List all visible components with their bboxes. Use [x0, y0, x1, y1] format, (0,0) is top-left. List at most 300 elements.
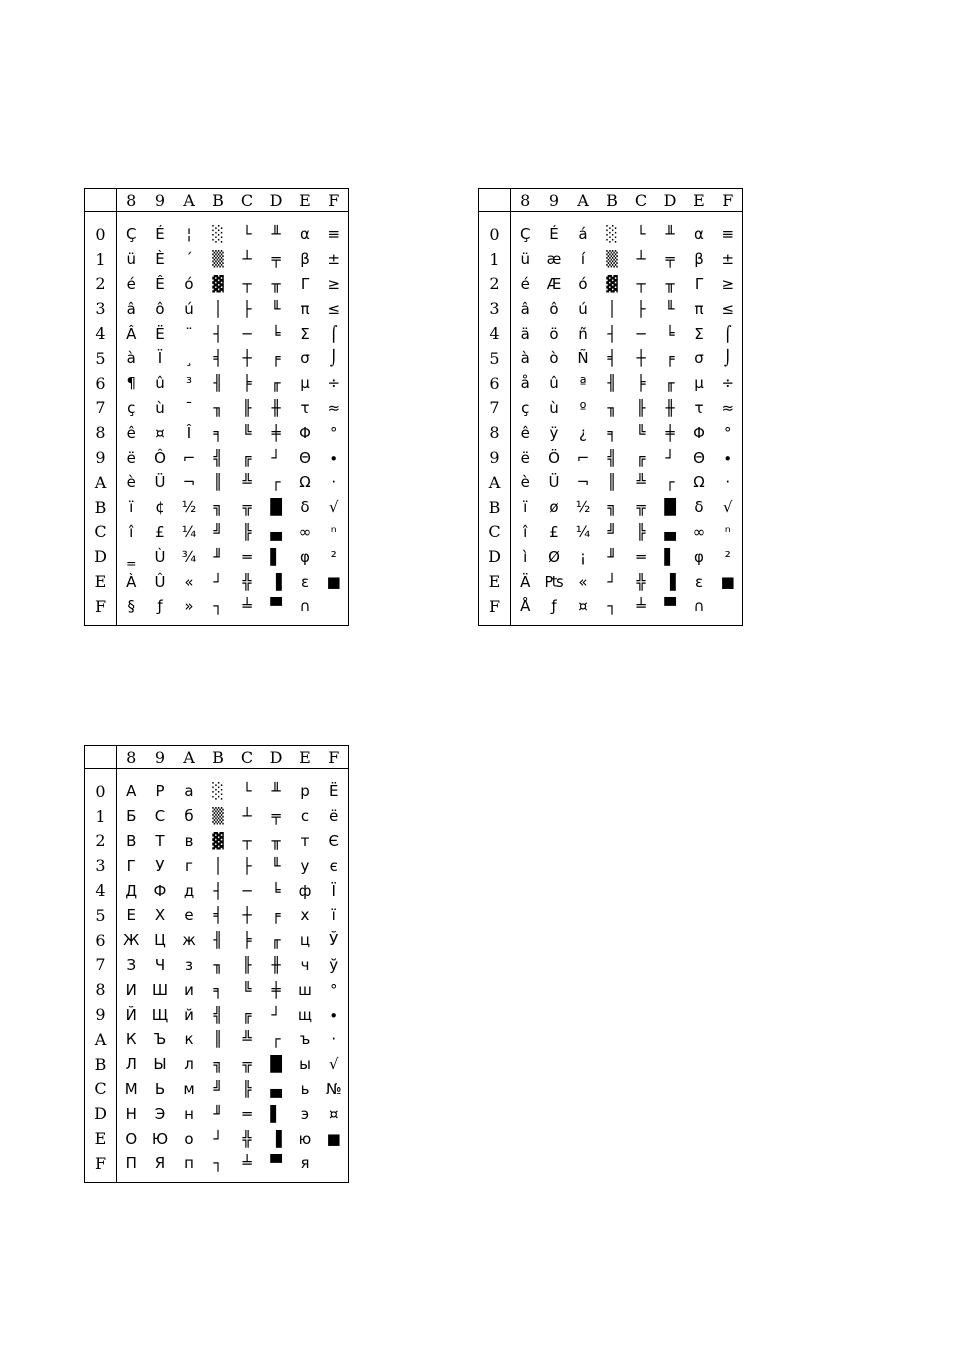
- table-row: [479, 544, 743, 569]
- char-cell: ├: [242, 856, 252, 875]
- table-row: [85, 977, 349, 1002]
- char-cell: ≈: [327, 398, 341, 417]
- table-row: [85, 495, 349, 520]
- char-cell: ₧: [544, 572, 564, 591]
- char-cell: ї: [331, 906, 336, 925]
- char-cell: Й: [125, 1005, 137, 1024]
- char-cell: ў: [329, 955, 339, 974]
- char-cell: Ü: [154, 473, 166, 492]
- char-cell: ¨: [185, 324, 193, 343]
- char-cell: М: [124, 1079, 138, 1098]
- char-cell: Ç: [520, 225, 531, 244]
- char-cell: ▌: [664, 547, 676, 566]
- char-cell: å: [520, 374, 530, 393]
- row-header: 7: [85, 953, 117, 978]
- char-cell: К: [125, 1030, 137, 1049]
- column-header: B: [598, 189, 627, 212]
- char-cell: ё: [329, 807, 339, 826]
- char-cell: ╪: [271, 423, 281, 442]
- row-header: 9: [85, 445, 117, 470]
- char-cell: ╞: [242, 931, 252, 950]
- char-cell: О: [125, 1129, 138, 1148]
- char-cell: ╩: [242, 1030, 252, 1049]
- char-cell: ═: [636, 547, 646, 566]
- char-cell: ç: [127, 398, 136, 417]
- row-header: 0: [85, 769, 117, 804]
- char-cell: ╥: [271, 274, 281, 293]
- table-row: [479, 371, 743, 396]
- column-header: C: [233, 189, 262, 212]
- column-header: A: [175, 746, 204, 769]
- char-cell: φ: [694, 547, 704, 566]
- row-header: E: [85, 1126, 117, 1151]
- char-cell: β: [300, 250, 310, 269]
- char-cell: у: [300, 856, 310, 875]
- char-cell: ▓: [606, 274, 618, 293]
- char-cell: ╫: [665, 398, 675, 417]
- column-header: 8: [117, 746, 146, 769]
- char-cell: ъ: [299, 1030, 311, 1049]
- char-cell: ε: [300, 572, 310, 591]
- char-cell: █: [270, 498, 282, 517]
- row-header: 6: [85, 928, 117, 953]
- table-row: [85, 396, 349, 421]
- char-cell: ò: [549, 349, 559, 368]
- char-cell: Σ: [694, 324, 704, 343]
- char-cell: ²: [330, 547, 337, 566]
- char-cell: °: [330, 423, 338, 442]
- char-cell: ▐: [270, 1129, 282, 1148]
- table-row: [479, 396, 743, 421]
- char-cell: а: [184, 782, 194, 801]
- char-cell: ╜: [213, 547, 223, 566]
- char-cell: ü: [520, 250, 530, 269]
- char-cell: ▌: [270, 1104, 282, 1123]
- table-row: [85, 1077, 349, 1102]
- char-cell: Ў: [329, 931, 339, 950]
- code-table-3: [84, 745, 349, 1183]
- char-cell: ≡: [327, 225, 341, 244]
- char-cell: ┐: [607, 597, 617, 616]
- char-cell: ó: [578, 274, 588, 293]
- char-cell: Е: [126, 906, 136, 925]
- char-cell: ╔: [242, 1005, 252, 1024]
- char-cell: [320, 594, 349, 625]
- char-cell: ▌: [270, 547, 282, 566]
- char-cell: ║: [213, 1030, 223, 1049]
- column-header: 8: [511, 189, 540, 212]
- char-cell: б: [184, 807, 194, 826]
- char-cell: ╪: [665, 423, 675, 442]
- column-header: B: [204, 746, 233, 769]
- row-header: A: [85, 1027, 117, 1052]
- table-row: [479, 346, 743, 371]
- char-cell: £: [155, 522, 165, 541]
- row-header: F: [85, 1151, 117, 1182]
- char-cell: и: [184, 980, 194, 999]
- table-row: [85, 247, 349, 272]
- char-cell: █: [664, 498, 676, 517]
- char-cell: ╡: [607, 349, 617, 368]
- char-cell: ≡: [721, 225, 735, 244]
- row-header: B: [85, 495, 117, 520]
- row-header: 0: [479, 212, 511, 247]
- column-header: E: [291, 189, 320, 212]
- char-cell: Ø: [548, 547, 560, 566]
- char-cell: ╦: [242, 1055, 252, 1074]
- char-cell: ╦: [242, 498, 252, 517]
- char-cell: ╟: [636, 398, 646, 417]
- row-header: 3: [479, 296, 511, 321]
- char-cell: Ю: [151, 1129, 169, 1148]
- char-cell: ╚: [242, 423, 252, 442]
- char-cell: ∙: [329, 1005, 339, 1024]
- char-cell: Ô: [154, 448, 166, 467]
- char-cell: ╒: [271, 349, 281, 368]
- char-cell: ─: [636, 324, 646, 343]
- char-cell: ╕: [213, 980, 223, 999]
- char-cell: Γ: [694, 274, 704, 293]
- char-cell: ⌠: [329, 324, 338, 343]
- char-cell: ▐: [664, 572, 676, 591]
- char-cell: ∙: [723, 448, 733, 467]
- char-cell: ▄: [664, 522, 676, 541]
- row-header: 6: [479, 371, 511, 396]
- char-cell: ÷: [721, 374, 735, 393]
- char-cell: №: [325, 1079, 342, 1098]
- row-header: 2: [85, 829, 117, 854]
- char-cell: Х: [154, 906, 166, 925]
- column-header: D: [262, 189, 291, 212]
- char-cell: ║: [607, 473, 617, 492]
- char-cell: ┘: [213, 1129, 223, 1148]
- char-cell: Г: [126, 856, 136, 875]
- char-cell: └: [636, 225, 646, 244]
- char-cell: Θ: [693, 448, 705, 467]
- row-header: C: [85, 1077, 117, 1102]
- char-cell: [714, 594, 743, 625]
- char-cell: ë: [520, 448, 530, 467]
- row-header: D: [85, 1101, 117, 1126]
- char-cell: α: [300, 225, 310, 244]
- char-cell: ┼: [242, 906, 252, 925]
- char-cell: ╗: [213, 498, 223, 517]
- char-cell: н: [184, 1104, 194, 1123]
- table-row: [479, 420, 743, 445]
- row-header: B: [479, 495, 511, 520]
- char-cell: ╥: [271, 831, 281, 850]
- char-cell: ╧: [636, 597, 646, 616]
- char-cell: ┤: [213, 324, 223, 343]
- char-cell: ц: [299, 931, 311, 950]
- char-cell: ╓: [665, 374, 675, 393]
- char-cell: ╬: [242, 572, 252, 591]
- char-cell: σ: [694, 349, 704, 368]
- char-cell: ¦: [186, 225, 192, 244]
- char-cell: Ц: [154, 931, 166, 950]
- char-cell: Ê: [155, 274, 165, 293]
- char-cell: м: [183, 1079, 195, 1098]
- char-cell: ╕: [607, 423, 617, 442]
- table-row: [85, 520, 349, 545]
- char-cell: Р: [155, 782, 165, 801]
- table-row: [85, 371, 349, 396]
- char-cell: ╚: [242, 980, 252, 999]
- char-cell: ╘: [271, 881, 281, 900]
- row-header: F: [85, 594, 117, 625]
- char-cell: ⌐: [576, 448, 590, 467]
- char-cell: [320, 1151, 349, 1182]
- char-cell: ╘: [271, 324, 281, 343]
- char-cell: Φ: [299, 423, 311, 442]
- char-cell: ¡: [579, 547, 586, 566]
- char-cell: ▐: [270, 572, 282, 591]
- char-cell: Н: [125, 1104, 137, 1123]
- char-cell: ▓: [212, 274, 224, 293]
- table-row: [479, 212, 743, 247]
- char-cell: л: [184, 1055, 194, 1074]
- char-cell: è: [520, 473, 530, 492]
- char-cell: Ь: [154, 1079, 166, 1098]
- column-header-row: [85, 189, 349, 212]
- row-header: 2: [85, 272, 117, 297]
- char-cell: ¼: [575, 522, 591, 541]
- char-cell: π: [300, 299, 310, 318]
- char-cell: э: [300, 1104, 310, 1123]
- table-row: [85, 903, 349, 928]
- table-row: [479, 569, 743, 594]
- char-cell: ê: [520, 423, 530, 442]
- row-header: 0: [85, 212, 117, 247]
- column-header: A: [175, 189, 204, 212]
- char-cell: à: [126, 349, 136, 368]
- char-cell: ╢: [607, 374, 617, 393]
- char-cell: ´: [185, 250, 193, 269]
- row-header: D: [85, 544, 117, 569]
- char-cell: ª: [579, 374, 587, 393]
- char-cell: ╣: [213, 1005, 223, 1024]
- char-cell: ░: [606, 225, 618, 244]
- char-cell: ╙: [665, 299, 675, 318]
- char-cell: β: [694, 250, 704, 269]
- char-cell: ╗: [607, 498, 617, 517]
- table-row: [479, 445, 743, 470]
- table-row: [85, 569, 349, 594]
- row-header: 8: [479, 420, 511, 445]
- char-cell: ·: [725, 473, 731, 492]
- char-cell: Ñ: [577, 349, 589, 368]
- char-cell: Є: [328, 831, 339, 850]
- char-cell: √: [328, 498, 339, 517]
- char-cell: ╩: [242, 473, 252, 492]
- char-cell: ╝: [213, 1079, 223, 1098]
- char-cell: И: [125, 980, 137, 999]
- char-cell: ░: [212, 225, 224, 244]
- char-cell: ф: [298, 881, 312, 900]
- char-cell: ■: [720, 572, 735, 591]
- char-cell: ╒: [271, 906, 281, 925]
- char-cell: Ü: [548, 473, 560, 492]
- table-row: [85, 1027, 349, 1052]
- char-cell: °: [330, 980, 338, 999]
- char-cell: τ: [694, 398, 704, 417]
- char-cell: Ω: [299, 473, 311, 492]
- char-cell: Å: [520, 597, 531, 616]
- row-header: 4: [85, 878, 117, 903]
- char-cell: ⁿ: [330, 522, 337, 541]
- char-cell: ±: [327, 250, 341, 269]
- char-cell: é: [126, 274, 136, 293]
- char-cell: ∩: [299, 597, 311, 616]
- char-cell: ¢: [155, 498, 165, 517]
- char-cell: щ: [297, 1005, 313, 1024]
- char-cell: ┼: [636, 349, 646, 368]
- char-cell: Я: [154, 1154, 166, 1173]
- char-cell: Θ: [299, 448, 311, 467]
- row-header: 9: [479, 445, 511, 470]
- char-cell: ²: [724, 547, 731, 566]
- char-cell: φ: [300, 547, 310, 566]
- char-cell: ╝: [607, 522, 617, 541]
- char-cell: ÿ: [549, 423, 559, 442]
- char-cell: о: [184, 1129, 194, 1148]
- char-cell: ╜: [607, 547, 617, 566]
- char-cell: Т: [155, 831, 165, 850]
- char-cell: Æ: [546, 274, 562, 293]
- char-cell: ¯: [185, 398, 193, 417]
- table-row: [85, 928, 349, 953]
- char-cell: Ж: [123, 931, 140, 950]
- char-cell: ы: [299, 1055, 311, 1074]
- char-cell: ┤: [213, 881, 223, 900]
- char-cell: σ: [300, 349, 310, 368]
- char-cell: µ: [300, 374, 310, 393]
- char-cell: ∙: [329, 448, 339, 467]
- char-cell: ╧: [242, 597, 252, 616]
- char-cell: С: [154, 807, 166, 826]
- char-cell: ±: [721, 250, 735, 269]
- char-cell: §: [127, 597, 135, 616]
- char-cell: ╣: [213, 448, 223, 467]
- char-cell: ╤: [271, 807, 281, 826]
- char-cell: ƒ: [157, 597, 163, 616]
- char-cell: с: [300, 807, 310, 826]
- char-cell: ╨: [271, 225, 281, 244]
- char-cell: ╫: [271, 955, 281, 974]
- char-cell: ·: [331, 1030, 337, 1049]
- char-cell: α: [694, 225, 704, 244]
- char-cell: ⌡: [723, 349, 732, 368]
- char-cell: ┘: [213, 572, 223, 591]
- table-row: [85, 212, 349, 247]
- char-cell: ú: [184, 299, 194, 318]
- char-cell: ╤: [271, 250, 281, 269]
- char-cell: π: [694, 299, 704, 318]
- char-cell: à: [520, 349, 530, 368]
- char-cell: Д: [125, 881, 138, 900]
- char-cell: ├: [636, 299, 646, 318]
- column-header: F: [320, 189, 349, 212]
- char-cell: ╬: [242, 1129, 252, 1148]
- char-cell: ╖: [213, 955, 223, 974]
- char-cell: ô: [549, 299, 559, 318]
- char-cell: ■: [326, 572, 341, 591]
- char-cell: ╕: [213, 423, 223, 442]
- char-cell: √: [722, 498, 733, 517]
- char-cell: е: [184, 906, 194, 925]
- char-cell: ┬: [242, 274, 252, 293]
- column-header-row: [85, 746, 349, 769]
- char-cell: ╞: [242, 374, 252, 393]
- table-row: [85, 1101, 349, 1126]
- char-cell: î: [129, 522, 134, 541]
- char-cell: ü: [126, 250, 136, 269]
- column-header: C: [233, 746, 262, 769]
- column-header: D: [262, 746, 291, 769]
- table-row: [85, 769, 349, 804]
- table-row: [85, 829, 349, 854]
- char-cell: ▒: [606, 250, 618, 269]
- char-cell: À: [126, 572, 137, 591]
- char-cell: ю: [298, 1129, 312, 1148]
- char-cell: ┘: [271, 1005, 281, 1024]
- table-row: [85, 804, 349, 829]
- char-cell: в: [184, 831, 194, 850]
- char-cell: ь: [300, 1079, 310, 1098]
- char-cell: ┼: [242, 349, 252, 368]
- char-cell: ╧: [242, 1154, 252, 1173]
- char-cell: ╨: [271, 782, 281, 801]
- char-cell: Ë: [155, 324, 165, 343]
- char-cell: ½: [575, 498, 591, 517]
- row-header: C: [85, 520, 117, 545]
- char-cell: └: [242, 782, 252, 801]
- char-cell: °: [724, 423, 732, 442]
- char-cell: Σ: [300, 324, 310, 343]
- char-cell: á: [578, 225, 588, 244]
- row-header: 8: [85, 420, 117, 445]
- row-header: 5: [85, 903, 117, 928]
- char-cell: з: [185, 955, 193, 974]
- char-cell: ╚: [636, 423, 646, 442]
- char-cell: ▒: [212, 807, 224, 826]
- char-cell: ▒: [212, 250, 224, 269]
- column-header: E: [291, 746, 320, 769]
- char-cell: х: [300, 906, 310, 925]
- char-cell: Â: [126, 324, 137, 343]
- char-cell: Ё: [329, 782, 339, 801]
- char-cell: ═: [242, 1104, 252, 1123]
- char-cell: ø: [549, 498, 559, 517]
- column-header: F: [320, 746, 349, 769]
- char-cell: │: [213, 299, 223, 318]
- table-row: [85, 470, 349, 495]
- row-header: 1: [479, 247, 511, 272]
- char-cell: ╓: [271, 931, 281, 950]
- char-cell: я: [300, 1154, 310, 1173]
- char-cell: ╫: [271, 398, 281, 417]
- char-cell: Л: [125, 1055, 137, 1074]
- char-cell: ⌐: [182, 448, 196, 467]
- table-row: [479, 594, 743, 625]
- table-row: [85, 853, 349, 878]
- char-cell: ┐: [213, 597, 223, 616]
- row-header: 7: [85, 396, 117, 421]
- char-cell: ┴: [242, 250, 252, 269]
- char-cell: Ш: [151, 980, 169, 999]
- char-cell: µ: [694, 374, 704, 393]
- char-cell: ч: [300, 955, 310, 974]
